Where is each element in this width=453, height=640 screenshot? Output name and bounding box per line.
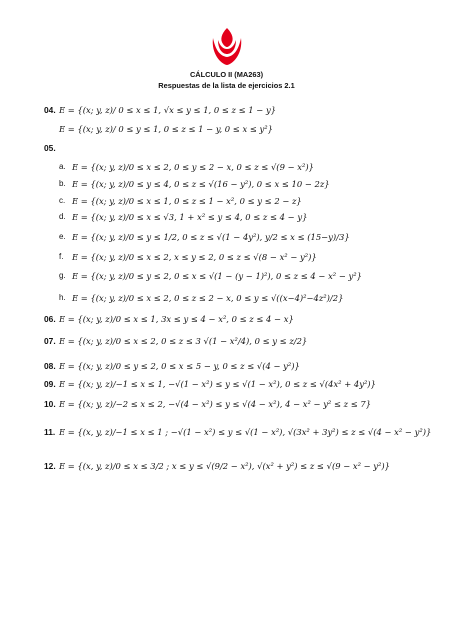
answer-number: 07.: [44, 336, 56, 346]
answer-number: 10.: [44, 399, 56, 409]
answer-equation: E = {(x; y, z)/−2 ≤ x ≤ 2, −√(4 − x²) ≤ y ≤ √(4 − x²), 4 − x² − y² ≤ z ≤ 7}: [59, 399, 372, 409]
answer-equation: E = {(x; y, z)/0 ≤ x ≤ 2, x ≤ y ≤ 2, 0 ≤ z ≤ √(8 − x² − y²)}: [72, 252, 317, 262]
answer-equation: E = {(x; y, z)/ 0 ≤ x ≤ 1, √x ≤ y ≤ 1, 0 ≤ z ≤ 1 − y}: [59, 105, 277, 115]
document-subtitle: Respuestas de la lista de ejercicios 2.1: [158, 81, 295, 90]
answer-sub-label: f.: [59, 252, 64, 261]
answer-equation: E = {(x; y, z)/ 0 ≤ y ≤ 1, 0 ≤ z ≤ 1 − y, 0 ≤ x ≤ y²}: [59, 124, 273, 134]
answer-number: 08.: [44, 361, 56, 371]
answer-sub-label: e.: [59, 232, 66, 241]
answer-sub-label: h.: [59, 293, 66, 302]
answer-equation: E = {(x; y, z)/0 ≤ x ≤ 2, 0 ≤ z ≤ 2 − x, 0 ≤ y ≤ √((x−4)²−4z²)/2}: [72, 293, 344, 303]
answer-number: 04.: [44, 105, 56, 115]
answer-number: 11.: [44, 427, 56, 437]
answer-sub-label: d.: [59, 212, 66, 221]
answer-sub-label: b.: [59, 179, 66, 188]
answer-sub-label: c.: [59, 196, 66, 205]
answer-equation: E = {(x, y, z)/0 ≤ x ≤ 3/2 ; x ≤ y ≤ √(9/2 − x²), √(x² + y²) ≤ z ≤ √(9 − x² − y²)}: [59, 461, 390, 471]
answer-sub-label: g.: [59, 271, 66, 280]
answer-equation: E = {(x; y, z)/0 ≤ x ≤ 2, 0 ≤ z ≤ 3 √(1 − x²/4), 0 ≤ y ≤ z/2}: [59, 336, 308, 346]
answer-equation: E = {(x; y, z)/0 ≤ x ≤ √3, 1 + x² ≤ y ≤ 4, 0 ≤ z ≤ 4 − y}: [72, 212, 308, 222]
answer-equation: E = {(x; y, z)/0 ≤ y ≤ 2, 0 ≤ x ≤ √(1 − (y − 1)²), 0 ≤ z ≤ 4 − x² − y²}: [72, 271, 362, 281]
answer-equation: E = {(x; y, z)/−1 ≤ x ≤ 1, −√(1 − x²) ≤ y ≤ √(1 − x²), 0 ≤ z ≤ √(4x² + 4y²)}: [59, 379, 376, 389]
document-title: CÁLCULO II (MA263): [189, 70, 264, 79]
answer-number: 06.: [44, 314, 56, 324]
answer-number: 12.: [44, 461, 56, 471]
answer-equation: E = {(x; y, z)/0 ≤ y ≤ 4, 0 ≤ z ≤ √(16 − y²), 0 ≤ x ≤ 10 − 2z}: [72, 179, 330, 189]
answer-equation: E = {(x; y, z)/0 ≤ y ≤ 1/2, 0 ≤ z ≤ √(1 − 4y²), y/2 ≤ x ≤ (15−y)/3}: [72, 232, 350, 242]
answer-sub-label: a.: [59, 162, 66, 171]
answer-equation: E = {(x; y, z)/0 ≤ x ≤ 1, 0 ≤ z ≤ 1 − x², 0 ≤ y ≤ 2 − z}: [72, 196, 302, 206]
answer-equation: E = {(x; y, z)/0 ≤ x ≤ 1, 3x ≤ y ≤ 4 − x², 0 ≤ z ≤ 4 − x}: [59, 314, 294, 324]
answer-number: 09.: [44, 379, 56, 389]
answer-number: 05.: [44, 143, 56, 153]
upc-logo: [209, 26, 245, 66]
answer-equation: E = {(x; y, z)/0 ≤ x ≤ 2, 0 ≤ y ≤ 2 − x, 0 ≤ z ≤ √(9 − x²)}: [72, 162, 314, 172]
answer-equation: E = {(x; y, z)/0 ≤ y ≤ 2, 0 ≤ x ≤ 5 − y, 0 ≤ z ≤ √(4 − y²)}: [59, 361, 300, 371]
answer-equation: E = {(x, y, z)/−1 ≤ x ≤ 1 ; −√(1 − x²) ≤ y ≤ √(1 − x²), √(3x² + 3y²) ≤ z ≤ √(4 − x² − y²)}: [59, 427, 432, 437]
